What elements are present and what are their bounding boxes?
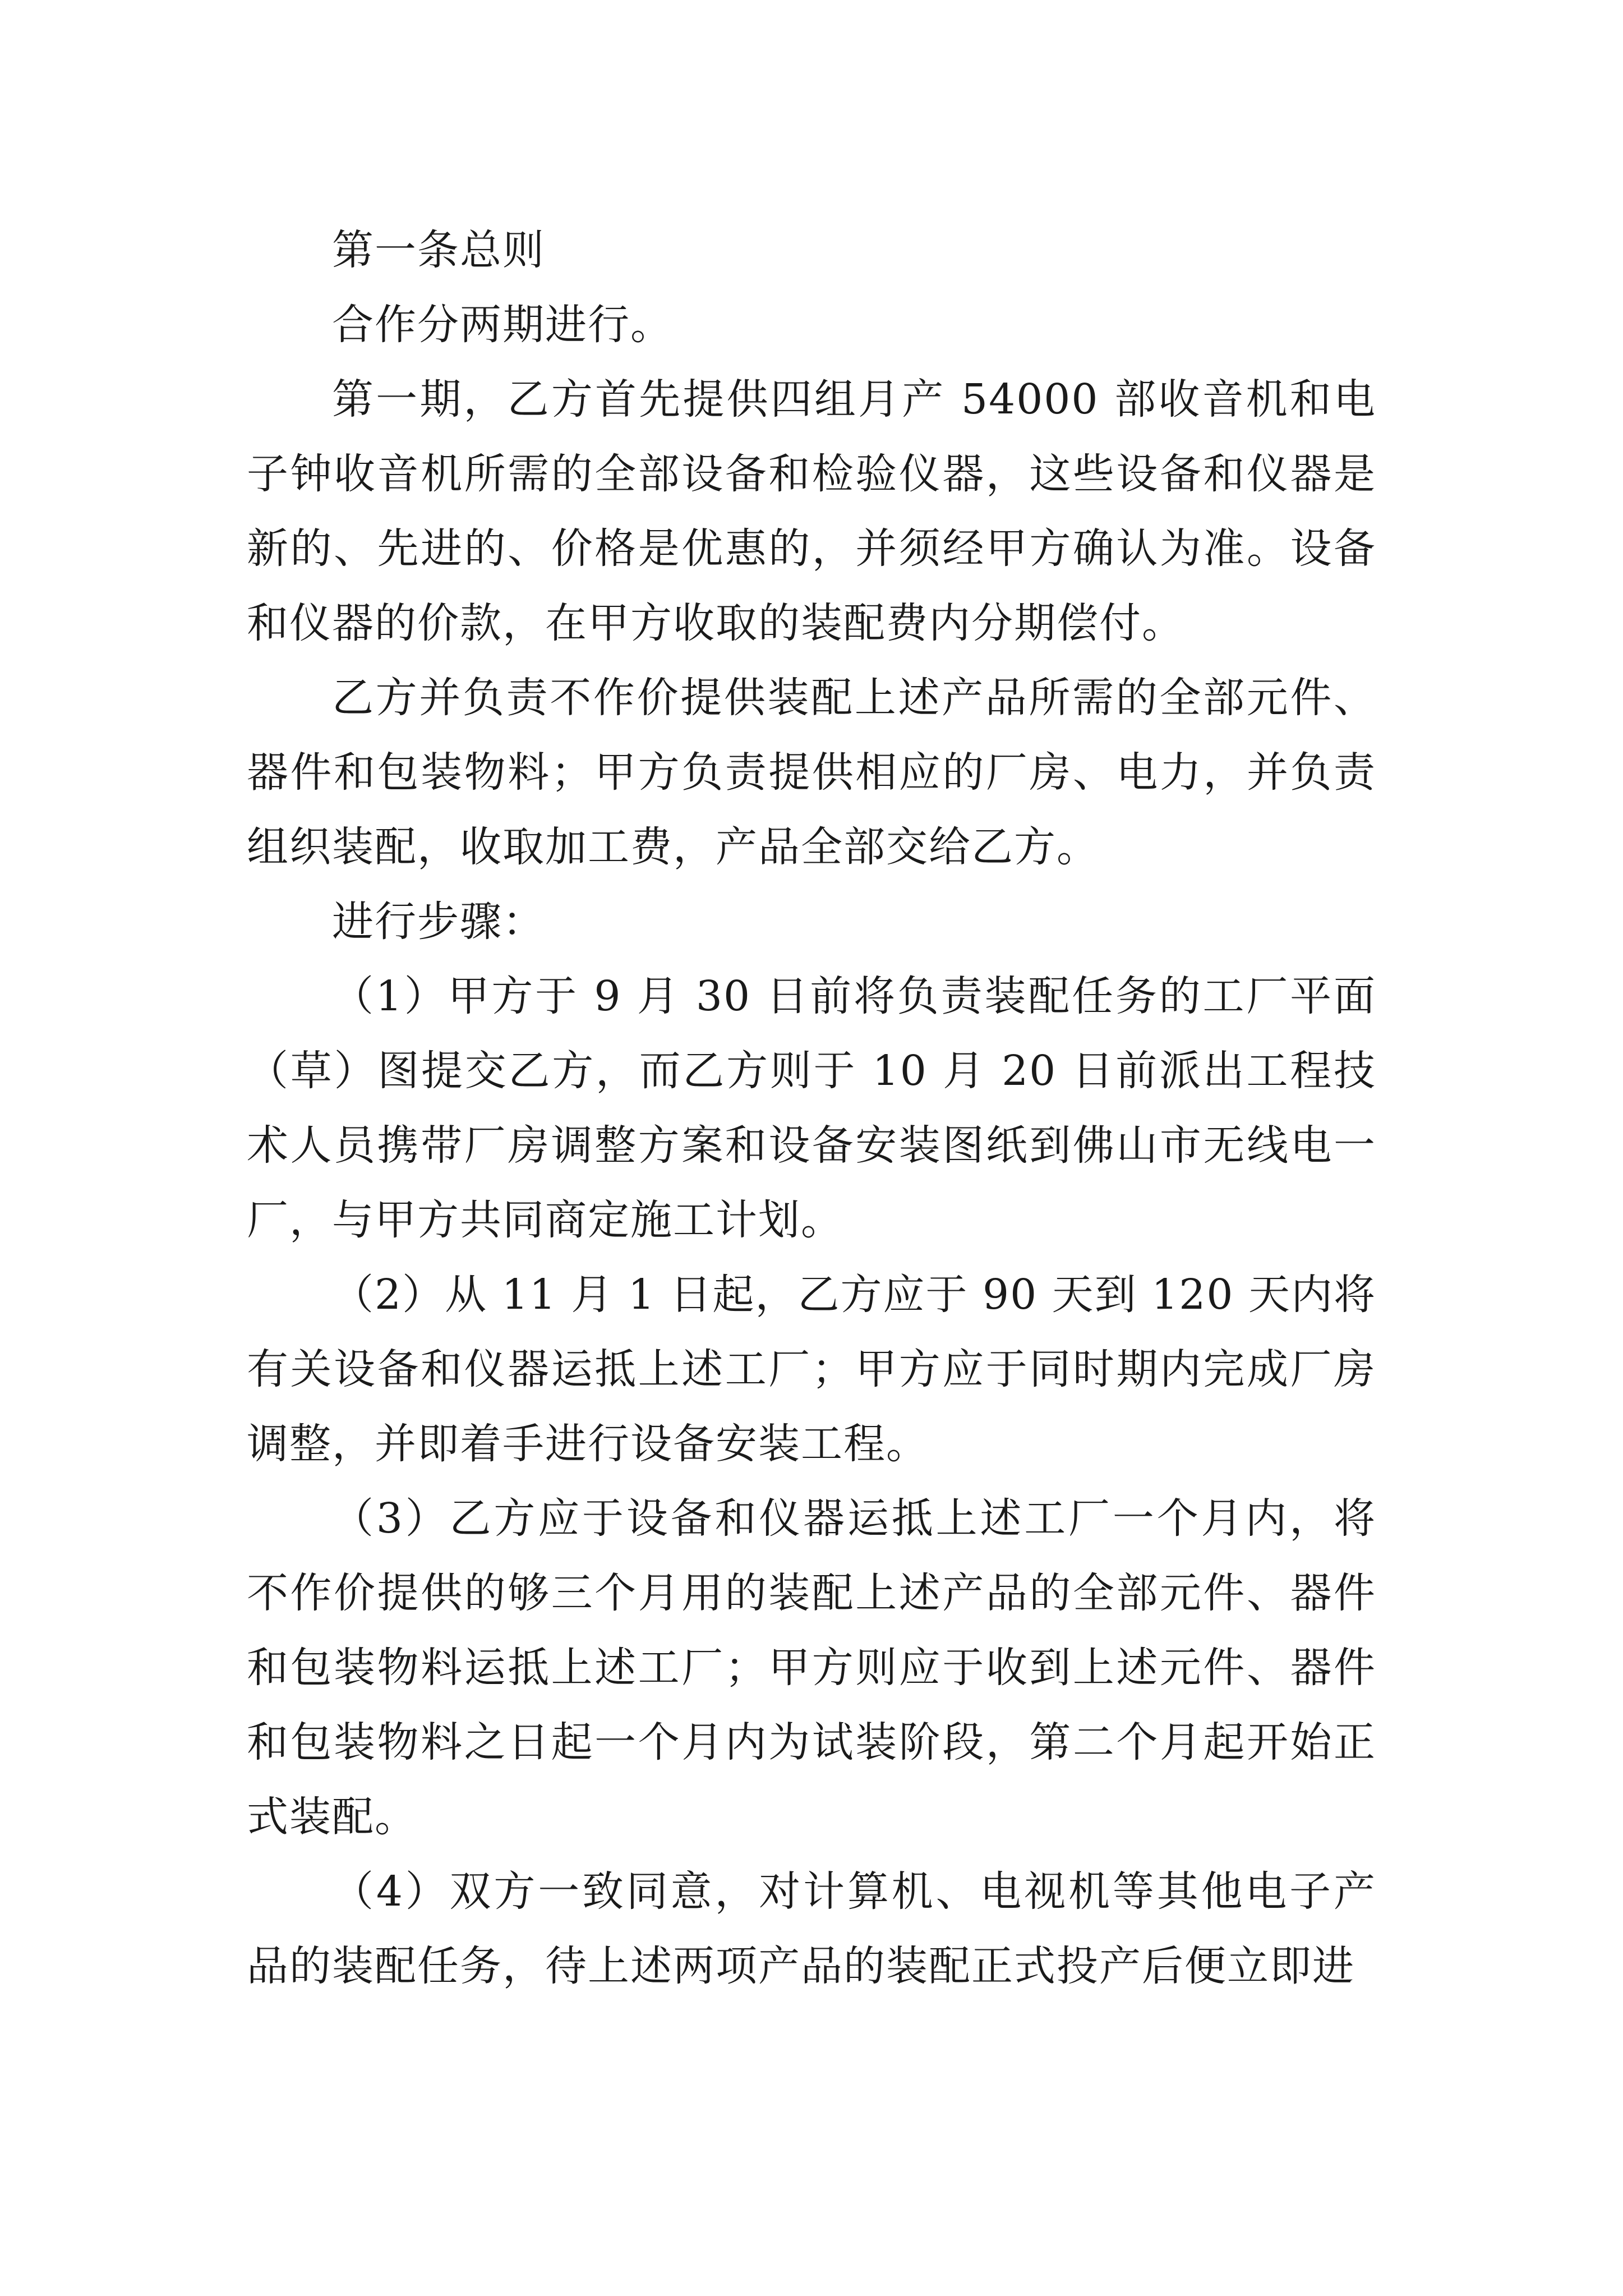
- steps-heading: 进行步骤：: [332, 898, 545, 946]
- paragraph-phase-one: 第一期，乙方首先提供四组月产 54000 部收音机和电子钟收音机所需的全部设备和检验仪器，这些设备和仪器是新的、先进的、价格是优惠的，并须经甲方确认为准。设备和仪器的价款，在甲方收取的装配费内分期偿付。: [247, 375, 1376, 647]
- section-heading: 第一条总则: [332, 226, 545, 274]
- step-4: （4）双方一致同意，对计算机、电视机等其他电子产品的装配任务，待上述两项产品的装配正式投产后便立即进: [247, 1867, 1376, 1990]
- step-1: （1）甲方于 9 月 30 日前将负责装配任务的工厂平面（草）图提交乙方，而乙方则于 10 月 20 日前派出工程技术人员携带厂房调整方案和设备安装图纸到佛山市无线电一厂，与甲方共同商定施工计划。: [247, 972, 1376, 1244]
- document-body: [247, 213, 1376, 2004]
- paragraph-intro: 合作分两期进行。: [332, 301, 673, 349]
- paragraph-components: 乙方并负责不作价提供装配上述产品所需的全部元件、器件和包装物料；甲方负责提供相应的厂房、电力，并负责组织装配，收取加工费，产品全部交给乙方。: [247, 674, 1376, 871]
- step-3: （3）乙方应于设备和仪器运抵上述工厂一个月内，将不作价提供的够三个月用的装配上述产品的全部元件、器件和包装物料运抵上述工厂；甲方则应于收到上述元件、器件和包装物料之日起一个月内为试装阶段，第二个月起开始正式装配。: [247, 1494, 1376, 1841]
- step-2: （2）从 11 月 1 日起，乙方应于 90 天到 120 天内将有关设备和仪器运抵上述工厂；甲方应于同时期内完成厂房调整，并即着手进行设备安装工程。: [247, 1271, 1376, 1468]
